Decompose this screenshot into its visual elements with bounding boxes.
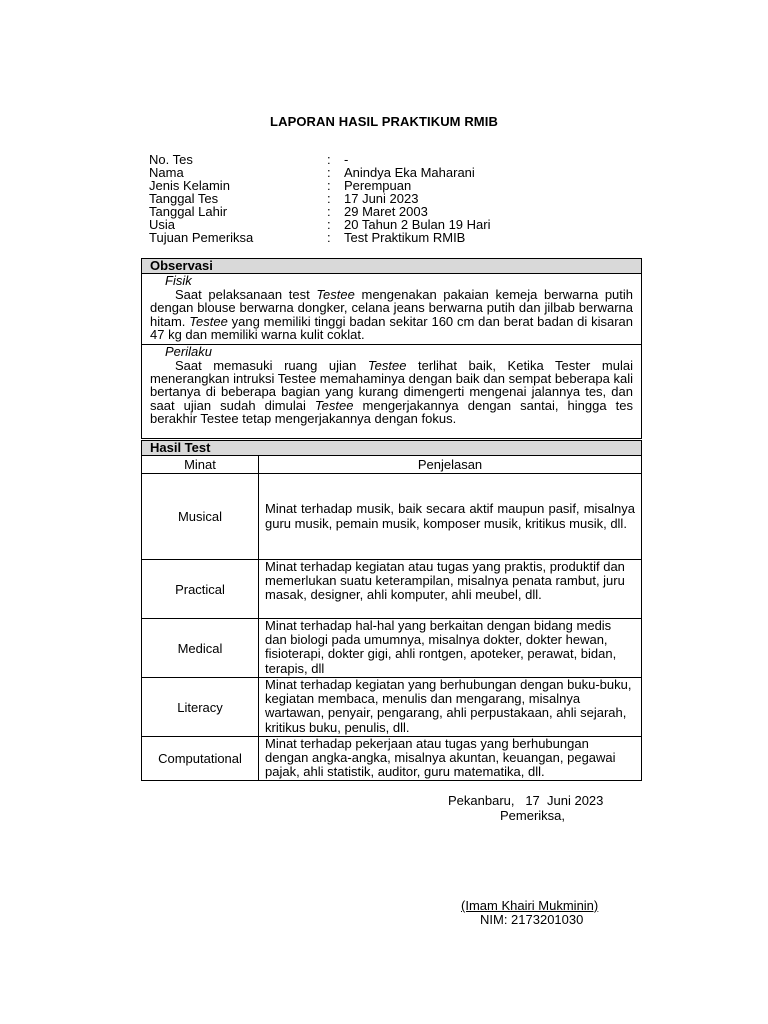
info-label: Jenis Kelamin — [149, 178, 230, 193]
table-row — [142, 737, 642, 781]
info-colon: : — [327, 204, 331, 219]
observation-heading: Observasi — [142, 259, 642, 274]
interest-name: Practical — [142, 560, 259, 619]
info-value: 17 Juni 2023 — [344, 191, 419, 206]
table-row — [142, 619, 642, 678]
info-label: Nama — [149, 165, 184, 180]
interest-description: Minat terhadap hal-hal yang berkaitan dengan bidang medis dan biologi pada umumnya, misalnya dokter, dokter hewan, fisioterapi, dokter gigi, ahli rontgen, apoteker, perawat, bidan, terapis, dll — [259, 619, 642, 678]
column-header-penjelasan: Penjelasan — [259, 456, 642, 474]
observation-physical-cell — [142, 274, 642, 345]
interest-description: Minat terhadap kegiatan atau tugas yang praktis, produktif dan memerlukan suatu keterampilan, misalnya penata rambut, juru masak, designer, ahli komputer, ahli meubel, dll. — [259, 560, 642, 619]
info-colon: : — [327, 165, 331, 180]
info-colon: : — [327, 230, 331, 245]
info-colon: : — [327, 178, 331, 193]
info-value: 29 Maret 2003 — [344, 204, 428, 219]
behavior-label: Perilaku — [165, 343, 212, 359]
table-row — [142, 560, 642, 619]
physical-paragraph: Saat pelaksanaan test Testee mengenakan pakaian kemeja berwarna putih dengan blouse berwarna dongker, celana jeans berwarna putih dan jilbab berwarna hitam. Testee yang memiliki tinggi badan sekitar 160 cm dan berat badan di kisaran 47 kg dan memiliki warna kulit coklat. — [150, 287, 634, 343]
interest-description: Minat terhadap musik, baik secara aktif maupun pasif, misalnya guru musik, pemain musik, komposer musik, kritikus musik, dll. — [259, 474, 642, 560]
result-heading: Hasil Test — [142, 441, 642, 456]
table-row — [142, 474, 642, 560]
interest-name: Medical — [142, 619, 259, 678]
identity-block — [149, 153, 649, 244]
info-label: No. Tes — [149, 152, 193, 167]
table-row — [142, 678, 642, 737]
info-label: Tanggal Tes — [149, 191, 219, 206]
info-label: Tujuan Pemeriksa — [149, 230, 254, 245]
info-colon: : — [327, 191, 331, 206]
info-colon: : — [327, 152, 331, 167]
signature-nim: NIM: 2173201030 — [480, 912, 584, 927]
info-value: 20 Tahun 2 Bulan 19 Hari — [344, 217, 491, 232]
report-title: LAPORAN HASIL PRAKTIKUM RMIB — [270, 114, 498, 129]
behavior-paragraph: Saat memasuki ruang ujian Testee terlihat baik, Ketika Tester mulai menerangkan intruksi Testee memahaminya dengan baik dan sempat beberapa kali bertanya di beberapa bagian yang kurang dimengerti mengenai jalannya tes, dan saat ujian sudah dimulai Testee mengerjakannya dengan santai, hingga tes berakhir Testee tetap mengerjakannya dengan fokus. — [150, 357, 633, 427]
column-header-minat: Minat — [142, 456, 259, 474]
info-label: Usia — [149, 217, 176, 232]
interest-name: Musical — [142, 474, 259, 560]
physical-label: Fisik — [165, 273, 192, 288]
interest-name: Literacy — [142, 678, 259, 737]
info-value: Perempuan — [344, 178, 412, 193]
signature-role: Pemeriksa, — [500, 808, 566, 823]
interest-name: Computational — [142, 737, 259, 781]
interest-description: Minat terhadap pekerjaan atau tugas yang berhubungan dengan angka-angka, misalnya akuntan, keuangan, pegawai pajak, ahli statistik, auditor, guru matematika, dll. — [259, 737, 642, 781]
info-value: - — [344, 152, 349, 167]
interest-description: Minat terhadap kegiatan yang berhubungan dengan buku-buku, kegiatan membaca, menulis dan mengarang, misalnya wartawan, penyair, pengarang, ahli perpustakaan, ahli sejarah, kritikus buku, penulis, dll. — [259, 678, 642, 737]
info-value: Test Praktikum RMIB — [344, 230, 466, 245]
signature-name: (Imam Khairi Mukminin) — [461, 898, 599, 913]
info-value: Anindya Eka Maharani — [344, 165, 475, 180]
observation-table — [141, 258, 642, 439]
signature-place-date: Pekanbaru, 17 Juni 2023 — [448, 793, 604, 808]
test-result-table — [141, 440, 642, 781]
info-label: Tanggal Lahir — [149, 204, 228, 219]
info-row-tujuan — [149, 231, 649, 244]
observation-behavior-cell — [142, 344, 642, 438]
info-colon: : — [327, 217, 331, 232]
